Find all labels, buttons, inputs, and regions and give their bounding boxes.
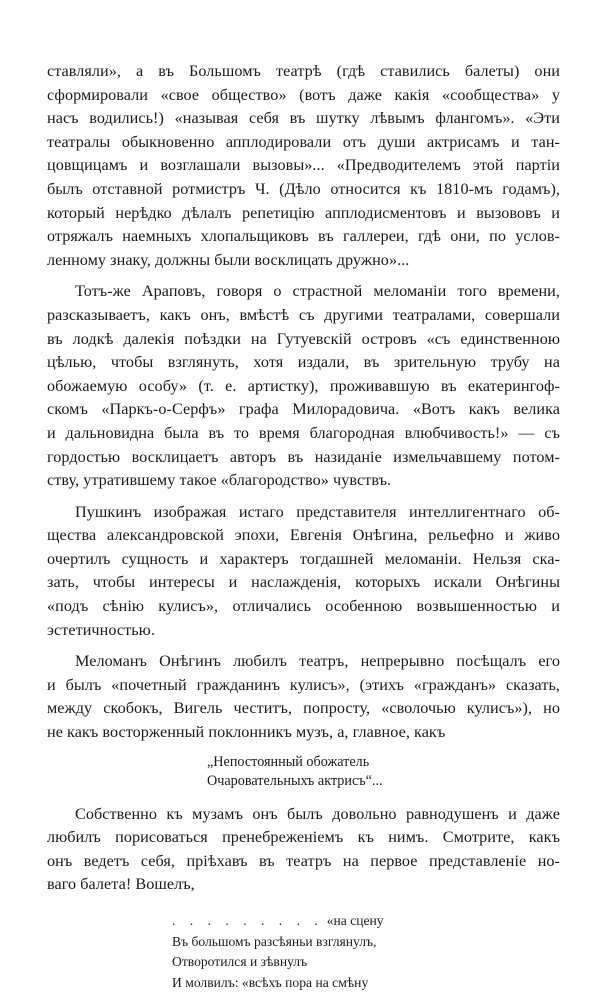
text-line: скомъ «Паркъ-о-Серфъ» графа Милорадовича. «Вотъ какъ велика	[47, 398, 560, 422]
text-line: ству, утратившему такое «благородство» чувствъ.	[47, 469, 560, 493]
text-line: зать, чтобы интересы и наслажденія, которыхъ искали Онѣгины	[47, 571, 560, 595]
text-line: Пушкинъ изображая истаго представителя интеллигентнаго об-	[47, 501, 560, 525]
text-line: не какъ восторженный поклонникъ музъ, а, главное, какъ	[47, 721, 560, 745]
text-line: любилъ порисоваться пренебреженіемъ къ нимъ. Смотрите, какъ	[47, 826, 560, 850]
verse-quote	[172, 911, 560, 993]
text-line: насъ водились!) «называя себя въ шутку лѣвымъ флангомъ». «Эти	[47, 107, 560, 131]
text-line: разсказываетъ, какъ онъ, вмѣстѣ съ другими театралами, совершали	[47, 304, 560, 328]
quote-line: „Непостоянный обожатель	[207, 753, 560, 772]
text-line: театралы обыкновенно апплодировали отъ души актрисамъ и тан-	[47, 131, 560, 155]
text-line: Меломанъ Онѣгинъ любилъ театръ, непрерывно посѣщалъ его	[47, 650, 560, 674]
verse-line: И молвилъ: «всѣхъ пора на смѣну	[172, 973, 560, 993]
text-line: Собственно къ музамъ онъ былъ довольно равнодушенъ и даже	[47, 803, 560, 827]
text-line: отряжалъ наемныхъ хлопальщиковъ въ галлереи, гдѣ они, по услов-	[47, 225, 560, 249]
text-line: ваго балета! Вошелъ,	[47, 873, 560, 897]
paragraph-5	[47, 803, 560, 897]
text-line: цѣлью, чтобы взглянуть, хотя издали, въ зрительную трубу на	[47, 351, 560, 375]
verse-line-tail: «на сцену	[327, 913, 384, 928]
text-line: ленному знаку, должны были восклицать дружно»...	[47, 249, 560, 273]
text-line: былъ отставной ротмистръ Ч. (Дѣло относится къ 1810-мъ годамъ),	[47, 178, 560, 202]
verse-line: Въ большомъ разсѣяньи взглянулъ,	[172, 932, 560, 953]
paragraph-3	[47, 501, 560, 643]
text-line: гордостью восклицаетъ авторъ въ назиданіе измельчавшему потом-	[47, 446, 560, 470]
text-line: обожаемую особу» (т. е. артистку), проживавшую въ екатерингоф-	[47, 375, 560, 399]
text-line: онъ ведетъ себя, пріѣхавъ въ театръ на первое представленіе но-	[47, 850, 560, 874]
ellipsis-dots: . . . . . . . . .	[172, 913, 323, 928]
text-line: и былъ «почетный гражданинъ кулисъ», (этихъ «гражданъ» сказать,	[47, 674, 560, 698]
text-line: въ лодкѣ далекія поѣздки на Гутуевскій островъ «съ единственною	[47, 328, 560, 352]
text-line: сформировали «свое обществo» (вотъ даже какія «сообщества» у	[47, 84, 560, 108]
quote-line: Очаровательныхъ актрисъ“...	[207, 772, 560, 791]
text-line: щества александровской эпохи, Евгенія Онѣгина, рельефно и живо	[47, 524, 560, 548]
paragraph-2	[47, 280, 560, 492]
text-line: цовщицамъ и возглашали вызовы»... «Предводителемъ этой партіи	[47, 154, 560, 178]
text-line: очертилъ сущность и характеръ тогдашней меломаніи. Нельзя ска-	[47, 548, 560, 572]
verse-line: Отворотился и зѣвнулъ	[172, 952, 560, 973]
verse-line	[172, 911, 560, 932]
text-line: эстетичностью.	[47, 619, 560, 643]
poem-quote	[207, 753, 560, 791]
text-line: и дальновидна была въ то время благородная влюбчивость!» — съ	[47, 422, 560, 446]
paragraph-4	[47, 650, 560, 744]
text-line: между скобокъ, Вигель честитъ, попросту, «сволочью кулисъ»), но	[47, 697, 560, 721]
paragraph-1	[47, 60, 560, 272]
text-line: который нерѣдко дѣлалъ репетицію апплодисментовъ и вызововъ и	[47, 202, 560, 226]
text-line: Тотъ-же Араповъ, говоря о страстной меломаніи того времени,	[47, 280, 560, 304]
text-line: «подъ сѣнію кулисъ», отличались особенною возвышенностью и	[47, 595, 560, 619]
text-line: ставляли», а въ Большомъ театрѣ (гдѣ ставились балеты) они	[47, 60, 560, 84]
